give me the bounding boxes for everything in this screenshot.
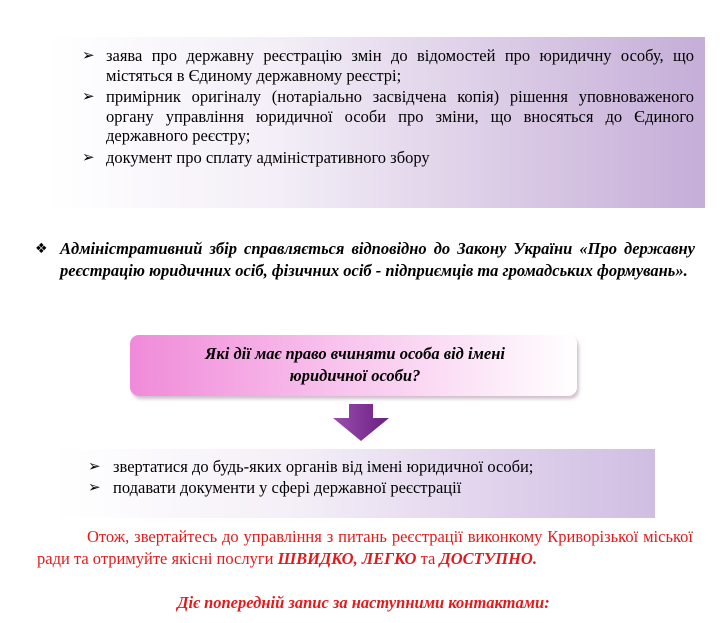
arrow-bullet-icon: ➢ bbox=[88, 478, 101, 496]
list-item-text: документ про сплату адміністративного збору bbox=[106, 147, 430, 167]
down-arrow-icon bbox=[331, 404, 391, 442]
fee-note bbox=[35, 238, 695, 282]
list-item bbox=[86, 477, 533, 498]
closing-connector: та bbox=[416, 549, 440, 568]
question-line-2: юридичної особи? bbox=[289, 366, 421, 385]
emphasis-fast-easy: ШВИДКО, ЛЕГКО bbox=[277, 549, 417, 568]
list-item bbox=[80, 46, 694, 85]
emphasis-accessible: ДОСТУПНО. bbox=[439, 549, 537, 568]
question-line-1: Які дії має право вчиняти особа від імені bbox=[205, 344, 505, 363]
list-item bbox=[80, 148, 694, 168]
list-item bbox=[86, 456, 533, 477]
list-item-text: подавати документи у сфері державної реєстрації bbox=[113, 478, 462, 497]
fee-note-text: Адміністративний збір справляється відповідно до Закону України «Про державну реєстрацію юридичних осіб, фізичних осіб - підприємців та громадських формувань». bbox=[60, 239, 695, 280]
requirements-list bbox=[80, 46, 694, 169]
arrow-bullet-icon: ➢ bbox=[88, 457, 101, 475]
list-item-text: примірник оригіналу (нотаріально засвідчена копія) рішення уповноваженого органу управління юридичної особи про зміни, що вносяться до Єдиного державного реєстру; bbox=[106, 87, 694, 145]
arrow-bullet-icon: ➢ bbox=[82, 147, 95, 166]
contacts-heading: Діє попередній запис за наступними контактами: bbox=[177, 593, 550, 612]
closing-text: Отож, звертайтесь до управління з питань реєстрації виконкому Криворізької міської ради та отримуйте якісні послуги bbox=[37, 527, 693, 568]
diamond-bullet-icon: ❖ bbox=[35, 241, 48, 257]
rights-list bbox=[86, 456, 533, 498]
question-heading bbox=[160, 343, 550, 387]
list-item-text: звертатися до будь-яких органів від імені юридичної особи; bbox=[113, 457, 534, 476]
list-item bbox=[80, 87, 694, 146]
arrow-bullet-icon: ➢ bbox=[82, 87, 95, 105]
closing-paragraph bbox=[37, 526, 693, 570]
arrow-bullet-icon: ➢ bbox=[82, 46, 95, 64]
list-item-text: заява про державну реєстрацію змін до відомостей про юридичну особу, що містяться в Єдиному державному реєстрі; bbox=[106, 46, 694, 85]
